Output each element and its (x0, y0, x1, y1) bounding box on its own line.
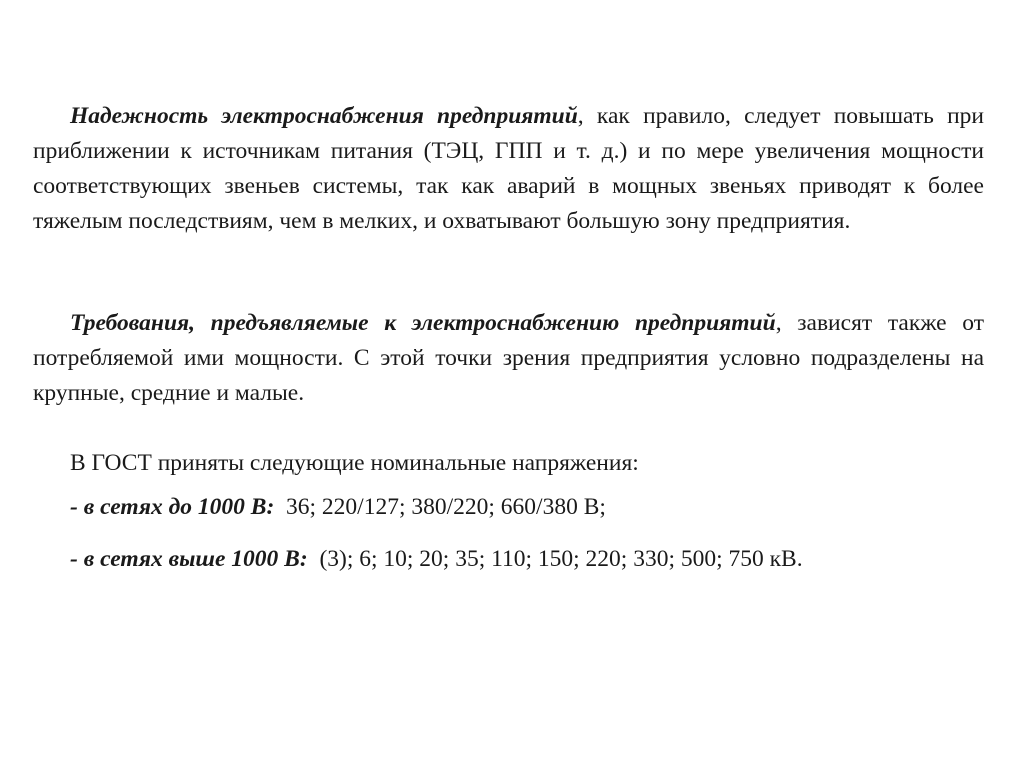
requirements-paragraph (33, 306, 984, 411)
voltage-above-1000-line (70, 542, 803, 577)
reliability-term: Надежность электроснабжения предприятий (70, 103, 578, 129)
requirements-term: Требования, предъявляемые к электроснабжению предприятий (70, 310, 776, 336)
gost-intro: В ГОСТ приняты следующие номинальные напряжения: (70, 450, 639, 476)
voltage-below-1000-line (70, 490, 606, 525)
reliability-text: , как правило, следует повышать при приближении к источникам питания (ТЭЦ, ГПП и т. д.) и по мере увеличения мощности соответствующих звеньев системы, так как аварий в мощных звеньях приводят к более тяжелым последствиям, чем в мелких, и охватывают большую зону предприятия. (33, 103, 984, 234)
requirements-text: , зависят также от потребляемой ими мощности. С этой точки зрения предприятия условно подразделены на крупные, средние и малые. (33, 310, 984, 406)
voltage-below-1000-values: 36; 220/127; 380/220; 660/380 В; (286, 494, 606, 520)
voltage-above-1000-label: - в сетях выше 1000 В: (70, 546, 308, 572)
voltage-below-1000-label: - в сетях до 1000 В: (70, 494, 275, 520)
voltage-above-1000-values: (3); 6; 10; 20; 35; 110; 150; 220; 330; 500; 750 кВ. (319, 546, 803, 572)
reliability-paragraph (33, 99, 984, 239)
